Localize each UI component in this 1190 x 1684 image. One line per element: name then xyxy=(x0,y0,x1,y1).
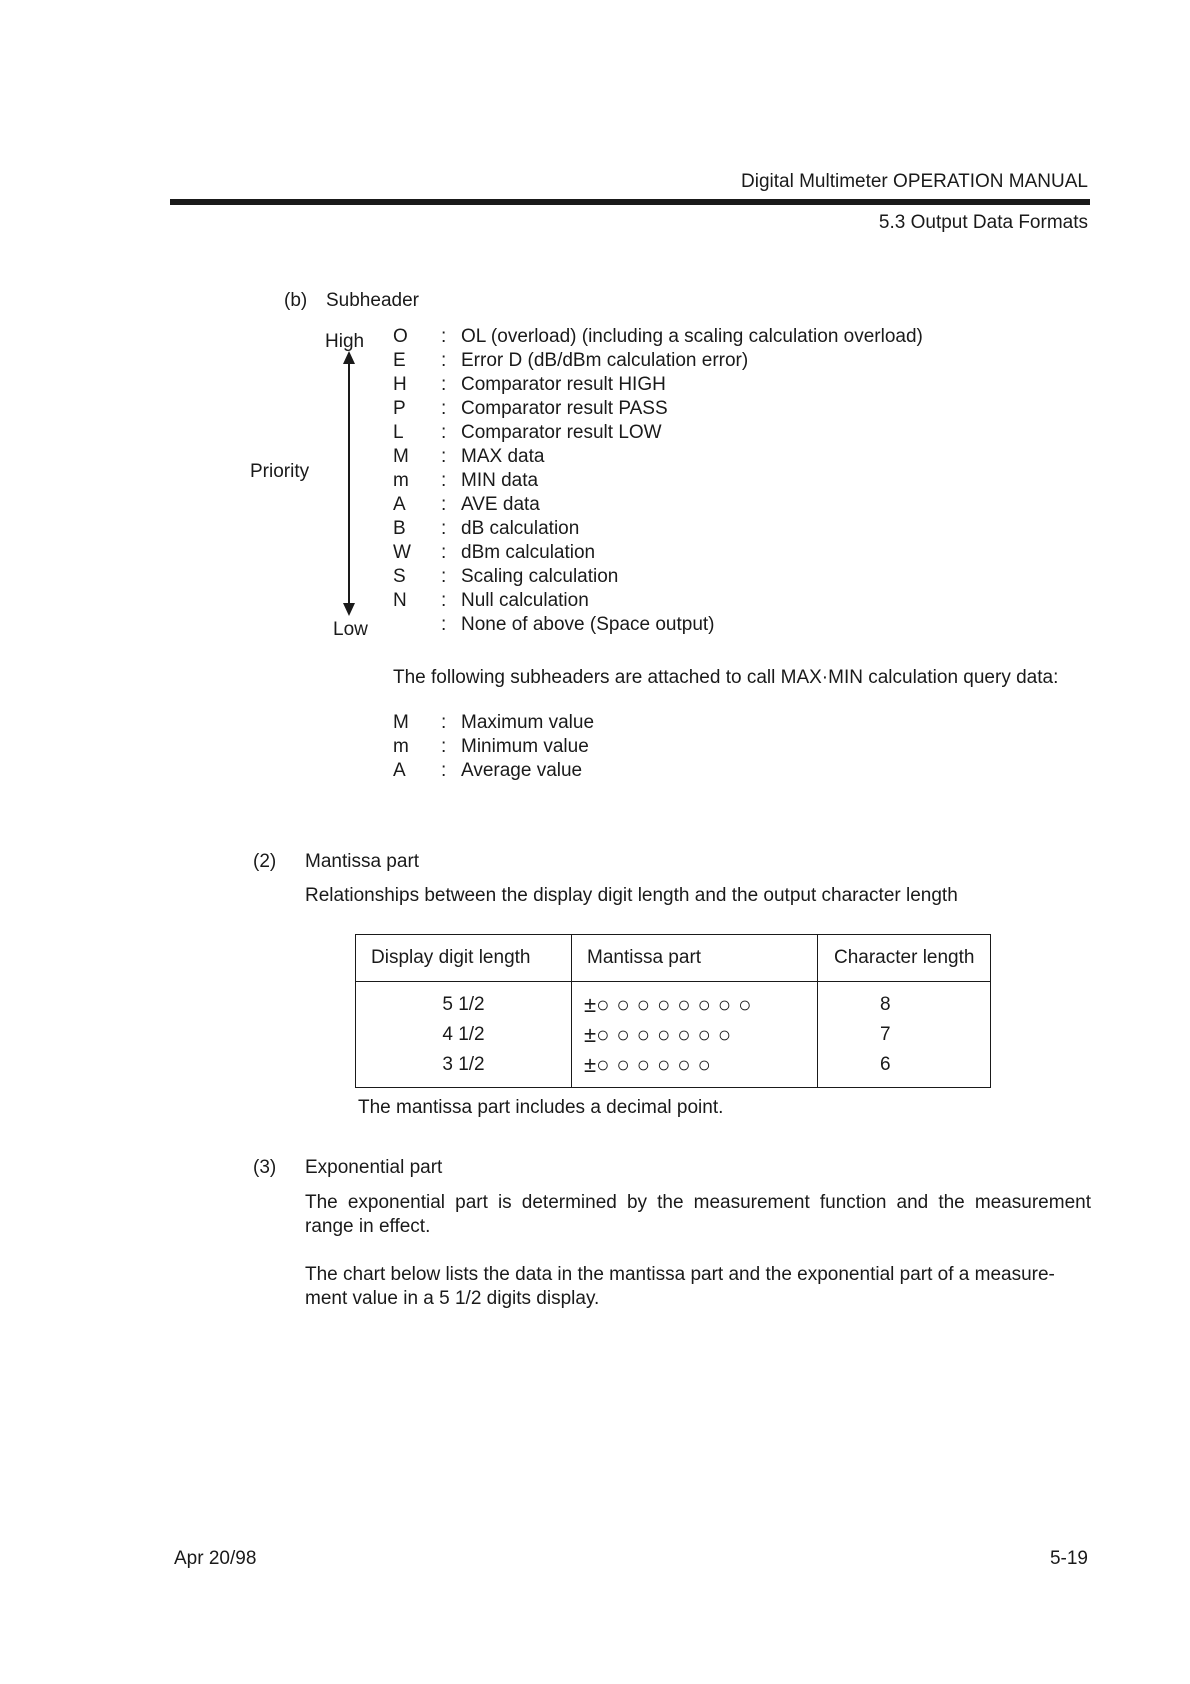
mantissa-note: The mantissa part includes a decimal point. xyxy=(358,1097,724,1118)
list-item-desc: MAX data xyxy=(461,446,545,467)
table-cell: 7 xyxy=(880,1024,891,1045)
list-item-desc: Minimum value xyxy=(461,736,589,757)
list-item-colon: : xyxy=(441,398,447,419)
exponential-title: Exponential part xyxy=(305,1157,443,1178)
digit-placeholders: ○○○○○○○○ xyxy=(596,992,759,1017)
plus-minus-sign: ± xyxy=(584,1052,597,1077)
table-cell xyxy=(584,990,817,1020)
list-item-code: m xyxy=(393,736,409,757)
priority-arrow-line xyxy=(348,362,350,605)
digit-placeholders: ○○○○○○ xyxy=(596,1052,718,1077)
footer-date: Apr 20/98 xyxy=(174,1548,257,1569)
list-item-colon: : xyxy=(441,542,447,563)
list-item-colon: : xyxy=(441,326,447,347)
list-item-desc: Null calculation xyxy=(461,590,589,611)
mantissa-cells xyxy=(572,982,818,1088)
list-item-desc: MIN data xyxy=(461,470,539,491)
table-body-row xyxy=(356,982,991,1088)
exponential-paragraph-2: The chart below lists the data in the mantissa part and the exponential part of a measure-ment value in a 5 1/2 digits display. xyxy=(305,1264,1055,1309)
col-header-display-digit: Display digit length xyxy=(356,935,572,982)
digit-placeholders: ○○○○○○○ xyxy=(596,1022,739,1047)
list-item-code: E xyxy=(393,350,406,371)
col-header-mantissa: Mantissa part xyxy=(572,935,818,982)
list-item-desc: Error D (dB/dBm calculation error) xyxy=(461,350,749,371)
table-cell: 6 xyxy=(880,1054,891,1075)
priority-low-label: Low xyxy=(333,619,368,640)
exponential-paragraph-1: The exponential part is determined by the measurement function and the measurement range in effect. xyxy=(305,1192,1091,1237)
list-item-colon: : xyxy=(441,518,447,539)
list-item-code: A xyxy=(393,494,406,515)
list-item-code: O xyxy=(393,326,408,347)
list-item-colon: : xyxy=(441,736,447,757)
table-cell: 5 1/2 xyxy=(442,994,485,1015)
exponential-number: (3) xyxy=(253,1157,277,1178)
list-item-colon: : xyxy=(441,712,447,733)
list-item-desc: Average value xyxy=(461,760,583,781)
priority-high-label: High xyxy=(325,331,365,352)
list-item-code: A xyxy=(393,760,406,781)
list-item-colon: : xyxy=(441,590,447,611)
list-item-colon: : xyxy=(441,422,447,443)
manual-title: Digital Multimeter OPERATION MANUAL xyxy=(741,171,1088,192)
list-item-colon: : xyxy=(441,760,447,781)
list-item-code: S xyxy=(393,566,406,587)
list-item-code: N xyxy=(393,590,407,611)
display-digit-cells xyxy=(356,982,572,1088)
section-title: 5.3 Output Data Formats xyxy=(878,212,1088,233)
list-item-desc: dB calculation xyxy=(461,518,580,539)
list-item-code: M xyxy=(393,446,409,467)
list-item-desc: dBm calculation xyxy=(461,542,596,563)
list-item-colon: : xyxy=(441,614,447,635)
page-number: 5-19 xyxy=(1049,1548,1088,1569)
list-item-desc: Maximum value xyxy=(461,712,595,733)
arrow-down-icon xyxy=(343,603,355,616)
mantissa-title: Mantissa part xyxy=(305,851,420,872)
list-item-code: L xyxy=(393,422,404,443)
table-cell: 8 xyxy=(880,994,891,1015)
list-item-code: H xyxy=(393,374,407,395)
list-item-desc: Comparator result HIGH xyxy=(461,374,666,395)
plus-minus-sign: ± xyxy=(584,1022,597,1047)
mantissa-number: (2) xyxy=(253,851,277,872)
maxmin-note: The following subheaders are attached to call MAX·MIN calculation query data: xyxy=(393,667,1059,688)
list-item-desc: None of above (Space output) xyxy=(461,614,715,635)
list-item-code: B xyxy=(393,518,406,539)
table-cell: 3 1/2 xyxy=(442,1054,485,1075)
mantissa-table xyxy=(355,934,991,1088)
list-item-code: P xyxy=(393,398,406,419)
list-item-desc: Comparator result LOW xyxy=(461,422,662,443)
list-item-colon: : xyxy=(441,470,447,491)
plus-minus-sign: ± xyxy=(584,992,597,1017)
list-item-code: M xyxy=(393,712,409,733)
list-item-colon: : xyxy=(441,566,447,587)
table-cell xyxy=(584,1050,817,1080)
table-cell: 4 1/2 xyxy=(442,1024,485,1045)
priority-label: Priority xyxy=(250,461,310,482)
list-item-code: m xyxy=(393,470,409,491)
subheader-title: Subheader xyxy=(326,290,419,311)
header-rule xyxy=(170,199,1090,205)
char-length-cells xyxy=(818,982,991,1088)
list-item-colon: : xyxy=(441,374,447,395)
mantissa-intro: Relationships between the display digit length and the output character length xyxy=(305,885,958,906)
list-item-colon: : xyxy=(441,446,447,467)
list-item-desc: AVE data xyxy=(461,494,540,515)
col-header-char-length: Character length xyxy=(818,935,991,982)
list-item-code: W xyxy=(393,542,411,563)
table-header-row xyxy=(356,935,991,982)
table-cell xyxy=(584,1020,817,1050)
list-item-colon: : xyxy=(441,494,447,515)
list-item-desc: OL (overload) (including a scaling calculation overload) xyxy=(461,326,923,347)
list-item-desc: Comparator result PASS xyxy=(461,398,668,419)
subheader-label: (b) xyxy=(284,290,308,311)
list-item-desc: Scaling calculation xyxy=(461,566,619,587)
list-item-colon: : xyxy=(441,350,447,371)
